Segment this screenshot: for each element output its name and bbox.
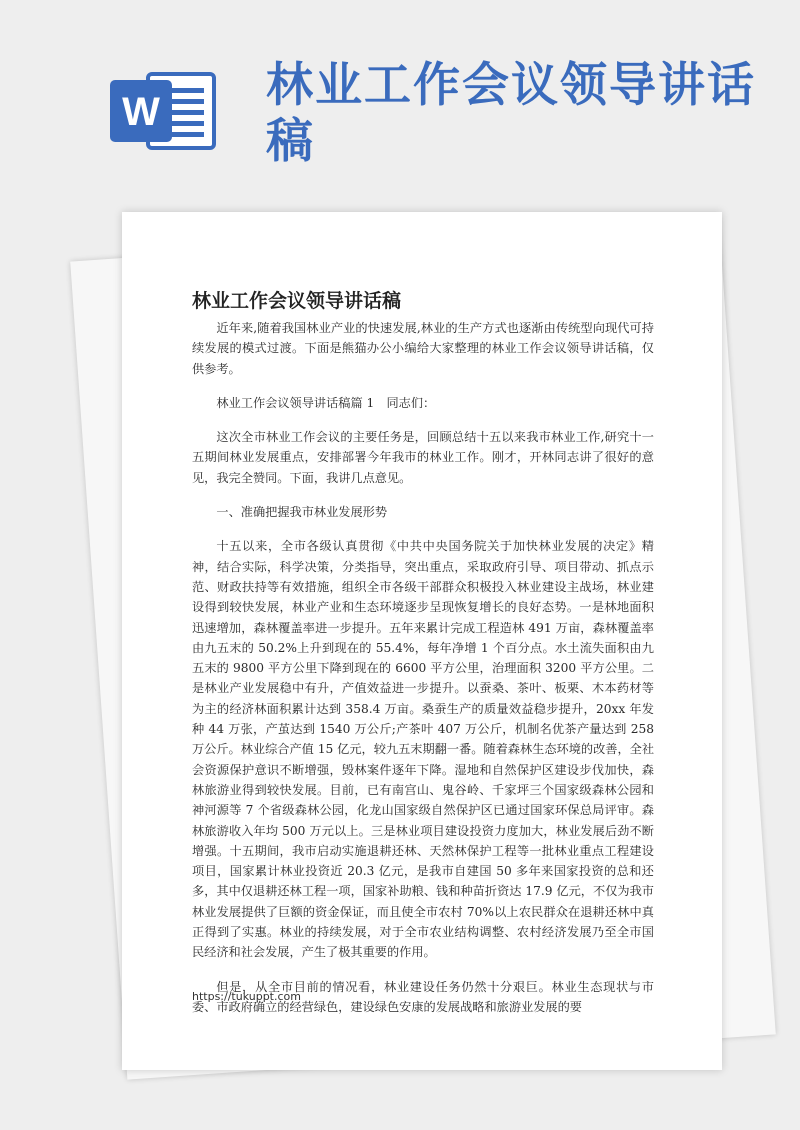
body-paragraph: 这次全市林业工作会议的主要任务是，回顾总结十五以来我市林业工作,研究十一五期间林业发展重点，安排部署今年我市的林业工作。刚才，开林同志讲了很好的意见，我完全赞同。下面，我讲几点意见。 (192, 430, 654, 485)
word-document-icon (108, 72, 216, 150)
body-paragraph: 十五以来，全市各级认真贯彻《中共中央国务院关于加快林业发展的决定》精神，结合实际，科学决策，分类指导，突出重点，采取政府引导、项目带动、抓点示范、财政扶持等有效措施，组织全市各级干部群众积极投入林业建设主战场，林业建设得到较快发展，林业产业和生态环境逐步呈现恢复增长的良好态势。一是林地面积迅速增加，森林覆盖率进一步提升。五年来累计完成工程造林 491 万亩，森林覆盖率由九五末的 50.2%上升到现在的 55.4%，每年净增 1 个百分点。水土流失面积由九五末的 9800 平方公里下降到现在的 6600 平方公里，治理面积 3200 平方公里。二是林业产业发展稳中有升，产值效益进一步提升。以蚕桑、茶叶、板栗、木本药材等为主的经济林面积累计达到 358.4 万亩。桑蚕生产的质量效益稳步提升，20xx 年发种 44 万张，产茧达到 1540 万公斤;产茶叶 407 万公斤，机制名优茶产量达到 258 万公斤。林业综合产值 15 亿元，较九五末期翻一番。随着森林生态环境的改善，全社会资源保护意识不断增强，毁林案件逐年下降。湿地和自然保护区建设步伐加快，森林旅游业得到较快发展。目前，已有南宫山、鬼谷岭、千家坪三个国家级森林公园和神河源等 7 个省级森林公园，化龙山国家级自然保护区已通过国家环保总局评审。森林旅游收入年均 500 万元以上。三是林业项目建设投资力度加大，林业发展后劲不断增强。十五期间，我市启动实施退耕还林、天然林保护工程等一批林业重点工程建设项目，国家累计林业投资近 20.3 亿元，是我市自建国 50 多年来国家投资的总和还多，其中仅退耕还林工程一项，国家补助粮、钱和种苗折资达 17.9 亿元，不仅为我市林业发展提供了巨额的资金保证，而且使全市农村 70%以上农民群众在退耕还林中真正得到了实惠。林业的持续发展，对于全市农业结构调整、农村经济发展乃至全市国民经济和社会发展，产生了极其重要的作用。 (192, 539, 655, 960)
document-page (122, 212, 722, 1070)
intro-paragraph: 近年来,随着我国林业产业的快速发展,林业的生产方式也逐渐由传统型向现代可持续发展的模式过渡。下面是熊猫办公小编给大家整理的林业工作会议领导讲话稿，仅供参考。 (192, 321, 654, 376)
page-title: 林业工作会议领导讲话稿 (266, 58, 756, 169)
document-title: 林业工作会议领导讲话稿 (192, 290, 402, 312)
document-body (192, 318, 654, 1031)
word-icon-letter: W (122, 90, 160, 134)
body-paragraph: 但是，从全市目前的情况看，林业建设任务仍然十分艰巨。林业生态现状与市委、市政府确立的经营绿色，建设绿色安康的发展战略和旅游业发展的要 (192, 979, 654, 1014)
section-heading: 一、准确把握我市林业发展形势 (216, 505, 388, 520)
section-heading: 林业工作会议领导讲话稿篇 1 同志们： (216, 395, 436, 410)
footer-url: https://tukuppt.com (192, 990, 301, 1003)
